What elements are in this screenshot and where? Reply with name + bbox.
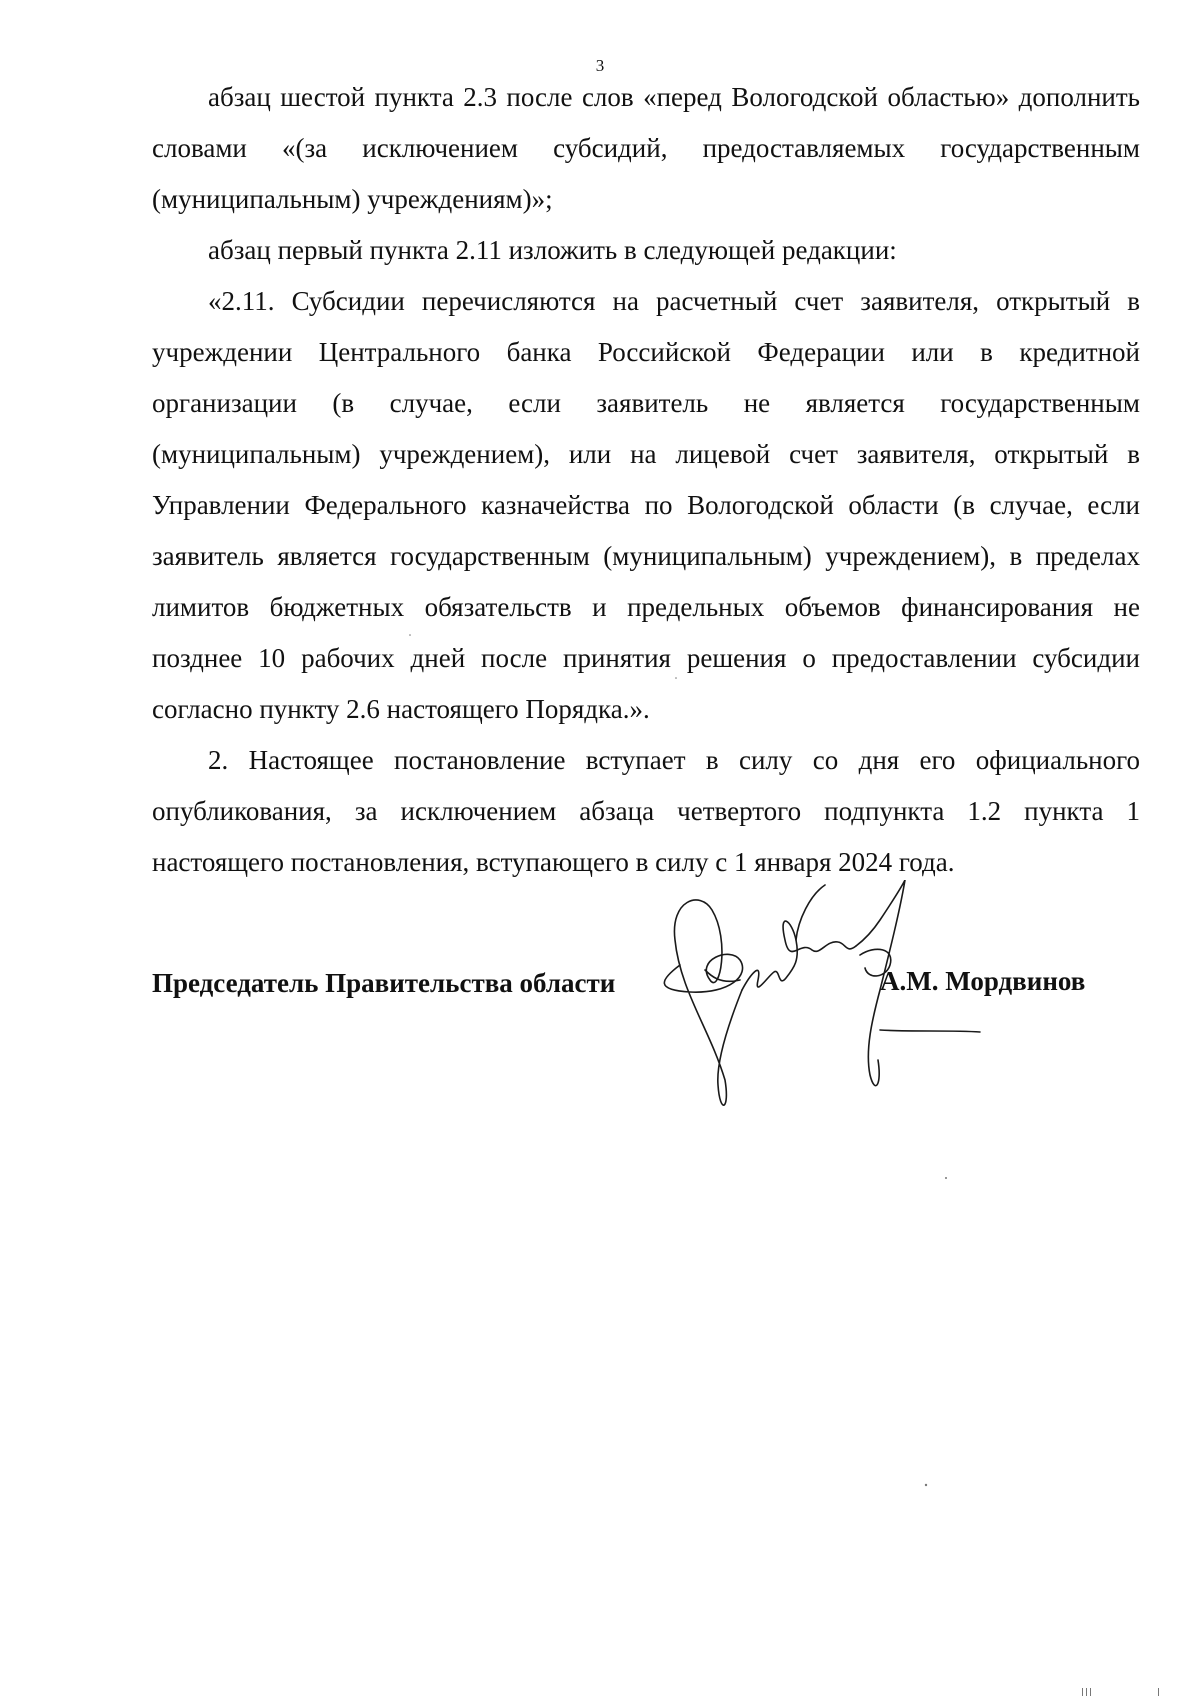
paragraph-amendment-2-11-intro: абзац первый пункта 2.11 изложить в следующей редакции:	[208, 235, 897, 265]
paragraph-amendment-2-11-text: «2.11. Субсидии перечисляются на расчетный счет заявителя, открытый в учреждении Центрального банка Российской Федерации или в кредитной организации (в случае, если заявитель не является государственным (муниципальным) учреждением), или на лицевой счет заявителя, открытый в Управлении Федерального казначейства по Вологодской области (в случае, если заявитель является государственным (муниципальным) учреждением), в пределах лимитов бюджетных обязательств и предельных объемов финансирования не позднее 10 рабочих дней после принятия решения о предоставлении субсидии согласно пункту 2.6 настоящего Порядка.».	[152, 286, 1140, 724]
paragraph-effective-date: 2. Настоящее постановление вступает в силу со дня его официального опубликования, за исключением абзаца четвертого подпункта 1.2 пункта 1 настоящего постановления, вступающего в силу с 1 января 2024 года.	[152, 745, 1140, 877]
page-number: 3	[595, 56, 605, 75]
signatory-title: Председатель Правительства области	[152, 968, 616, 998]
paragraph-amendment-2-3: абзац шестой пункта 2.3 после слов «перед Вологодской областью» дополнить словами «(за исключением субсидий, предоставляемых государственным (муниципальным) учреждениям)»;	[152, 82, 1140, 214]
signatory-name: А.М. Мордвинов	[880, 966, 1086, 996]
